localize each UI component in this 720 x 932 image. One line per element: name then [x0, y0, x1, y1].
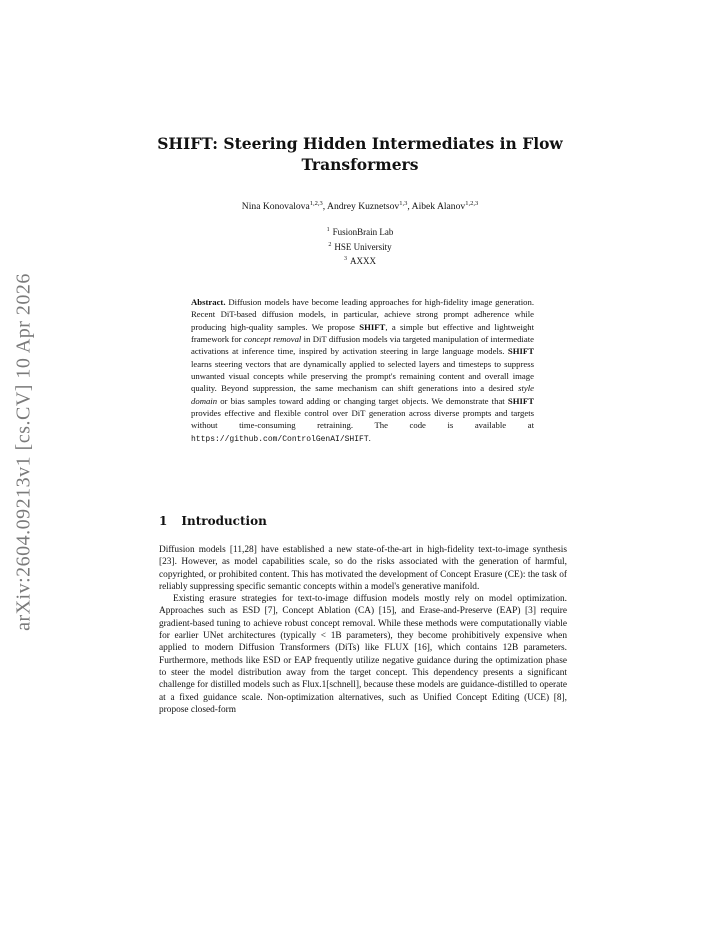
arxiv-identifier-text: arXiv:2604.09213v1 [cs.CV] 10 Apr 2026: [12, 273, 35, 631]
abstract: Abstract. Diffusion models have become leading approaches for high-fidelity image generation. Recent DiT-based diffusion models, in particular, achieve strong prompt adherence while producing high-quality samples. We propose SHIFT, a simple but effective and lightweight framework for concept removal in DiT diffusion models via targeted manipulation of intermediate activations at inference time, inspired by activation steering in large language models. SHIFT learns steering vectors that are dynamically applied to selected layers and timesteps to suppress unwanted visual concepts while preserving the prompt's remaining content and overall image quality. Beyond suppression, the same mechanism can shift generations into a desired style domain or bias samples toward adding or changing target objects. We demonstrate that SHIFT provides effective and flexible control over DiT generation across diverse prompts and targets without time-consuming retraining. The code is available at https://github.com/ControlGenAI/SHIFT.: [191, 297, 534, 444]
author-affil: 1,2,3: [309, 200, 323, 207]
section-title: Introduction: [181, 514, 267, 528]
body-text: [159, 544, 567, 716]
section-number: 1: [159, 514, 168, 528]
author-name: Andrey Kuznetsov: [327, 201, 400, 213]
affiliation: $^3$ AXXX: [344, 256, 376, 266]
author-affil: 1,2,3: [465, 200, 479, 207]
affiliation: $^1$ FusionBrain Lab: [326, 227, 394, 237]
author-name: Nina Konovalova: [241, 201, 310, 213]
abstract-label: Abstract.: [191, 297, 226, 307]
paper-title: SHIFT: Steering Hidden Intermediates in Flow Transformers: [157, 134, 563, 174]
code-url-link[interactable]: https://github.com/ControlGenAI/SHIFT: [191, 434, 369, 444]
affiliation-list: [260, 224, 460, 268]
paragraph: Diffusion models [11,28] have established a new state-of-the-art in high-fidelity text-to-image synthesis [23]. However, as model capabilities scale, so do the risks associated with the generation of harmful, copyrighted, or prohibited content. This has motivated the development of Concept Erasure (CE): the task of reliably suppressing specific semantic concepts within a model's generative manifold.: [159, 545, 567, 592]
author-list: Nina Konovalova$^{1,2,3}$, Andrey Kuznetsov$^{1,3}$, Aibek Alanov$^{1,2,3}$: [241, 200, 479, 213]
author-name: Aibek Alanov: [411, 201, 466, 213]
paragraph: Existing erasure strategies for text-to-image diffusion models mostly rely on model optimization. Approaches such as ESD [7], Concept Ablation (CA) [15], and Erase-and-Preserve (EAP) [3] require gradient-based tuning to achieve robust concept removal. While these methods were computationally viable for earlier UNet architectures (typically < 1B parameters), they become prohibitively expensive when applied to modern Diffusion Transformers (DiTs) like FLUX [16], which contains 12B parameters. Furthermore, methods like ESD or EAP frequently utilize negative guidance during the optimization phase to steer the model distribution away from the target concept. This dependency presents a significant challenge for distilled models such as Flux.1[schnell], because these models are guidance-distilled to operate at a fixed guidance scale. Non-optimization alternatives, such as Unified Concept Editing (UCE) [8], propose closed-form: [159, 594, 567, 715]
affiliation: $^2$ HSE University: [328, 241, 392, 252]
author-affil: 1,3: [399, 200, 408, 207]
section-heading: [159, 514, 267, 528]
